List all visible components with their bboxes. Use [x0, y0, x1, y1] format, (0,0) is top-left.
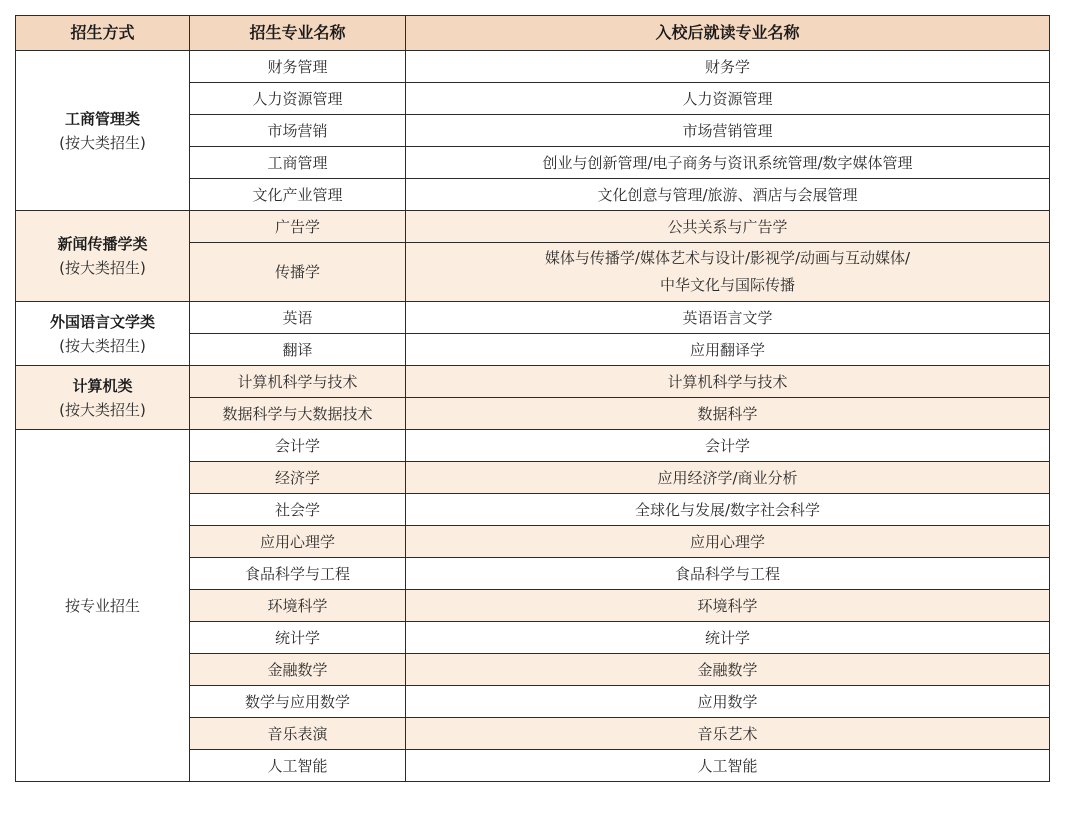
target-cell: 食品科学与工程	[406, 558, 1050, 590]
major-cell: 音乐表演	[190, 718, 406, 750]
table-header-row	[16, 16, 1050, 51]
group-subtitle: (按大类招生)	[59, 259, 146, 277]
target-cell: 应用经济学/商业分析	[406, 462, 1050, 494]
major-cell: 翻译	[190, 334, 406, 366]
target-cell: 统计学	[406, 622, 1050, 654]
group-cell-business-admin	[16, 51, 190, 211]
table-row	[16, 366, 1050, 398]
group-title: 计算机类	[72, 376, 133, 395]
target-cell: 数据科学	[406, 398, 1050, 430]
major-cell: 文化产业管理	[190, 179, 406, 211]
major-cell: 统计学	[190, 622, 406, 654]
major-cell: 数据科学与大数据技术	[190, 398, 406, 430]
target-cell: 全球化与发展/数字社会科学	[406, 494, 1050, 526]
major-cell: 市场营销	[190, 115, 406, 147]
target-cell: 会计学	[406, 430, 1050, 462]
group-title: 外国语言文学类	[49, 312, 155, 331]
target-cell: 人力资源管理	[406, 83, 1050, 115]
major-cell: 广告学	[190, 211, 406, 243]
target-cell: 创业与创新管理/电子商务与资讯系统管理/数字媒体管理	[406, 147, 1050, 179]
target-cell: 文化创意与管理/旅游、酒店与会展管理	[406, 179, 1050, 211]
group-title: 新闻传播学类	[57, 235, 148, 253]
group-subtitle: (按大类招生)	[59, 133, 146, 152]
major-cell: 社会学	[190, 494, 406, 526]
table-row	[16, 302, 1050, 334]
major-cell: 计算机科学与技术	[190, 366, 406, 398]
target-line-1: 媒体与传播学/媒体艺术与设计/影视学/动画与互动媒体/	[544, 249, 911, 267]
table-row	[16, 51, 1050, 83]
target-line-2: 中华文化与国际传播	[659, 276, 795, 294]
major-cell: 工商管理	[190, 147, 406, 179]
major-cell: 英语	[190, 302, 406, 334]
group-cell-journalism	[16, 211, 190, 302]
target-cell: 市场营销管理	[406, 115, 1050, 147]
header-enrollment-major: 招生专业名称	[190, 16, 406, 51]
target-cell: 金融数学	[406, 654, 1050, 686]
target-cell	[406, 243, 1050, 302]
target-cell: 人工智能	[406, 750, 1050, 782]
target-cell: 英语语言文学	[406, 302, 1050, 334]
major-cell: 应用心理学	[190, 526, 406, 558]
group-cell-by-major: 按专业招生	[16, 430, 190, 782]
target-cell: 公共关系与广告学	[406, 211, 1050, 243]
group-subtitle: (按大类招生)	[59, 400, 146, 419]
group-subtitle: (按大类招生)	[59, 336, 146, 355]
target-cell: 应用翻译学	[406, 334, 1050, 366]
major-cell: 环境科学	[190, 590, 406, 622]
target-cell: 计算机科学与技术	[406, 366, 1050, 398]
table-row	[16, 430, 1050, 462]
header-admission-method: 招生方式	[16, 16, 190, 51]
major-cell: 会计学	[190, 430, 406, 462]
major-cell: 人力资源管理	[190, 83, 406, 115]
major-cell: 数学与应用数学	[190, 686, 406, 718]
target-cell: 财务学	[406, 51, 1050, 83]
major-cell: 人工智能	[190, 750, 406, 782]
target-cell: 应用数学	[406, 686, 1050, 718]
table-row	[16, 211, 1050, 243]
major-cell: 财务管理	[190, 51, 406, 83]
header-study-major: 入校后就读专业名称	[406, 16, 1050, 51]
target-cell: 应用心理学	[406, 526, 1050, 558]
group-title: 工商管理类	[64, 109, 140, 128]
target-cell: 环境科学	[406, 590, 1050, 622]
major-cell: 经济学	[190, 462, 406, 494]
group-cell-computer	[16, 366, 190, 430]
major-cell: 传播学	[190, 243, 406, 302]
target-cell: 音乐艺术	[406, 718, 1050, 750]
group-cell-foreign-languages	[16, 302, 190, 366]
admissions-table	[15, 15, 1050, 782]
major-cell: 食品科学与工程	[190, 558, 406, 590]
major-cell: 金融数学	[190, 654, 406, 686]
